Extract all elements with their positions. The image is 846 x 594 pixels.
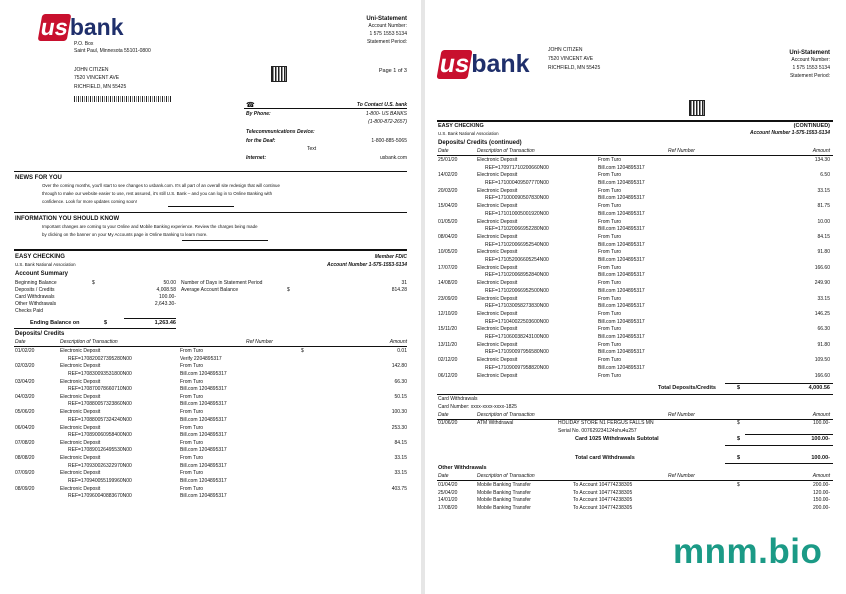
- deposit-row-date: 06/04/20: [15, 424, 35, 431]
- deposit-row-amount: 81.75: [817, 203, 830, 210]
- deposit-row-amount: 33.15: [394, 455, 407, 462]
- customer-street-2: 7520 VINCENT AVE: [548, 56, 594, 62]
- watermark-logo: mnm.bio: [673, 532, 823, 571]
- statement-page-1: [0, 0, 421, 594]
- ending-rule: [14, 328, 176, 329]
- deposit-row-amount: 166.60: [814, 264, 830, 271]
- deposit-row-desc: Electronic Deposit: [60, 470, 101, 477]
- deposit-row-from: From Turo: [180, 424, 204, 431]
- ending-balance-label: Ending Balance on: [30, 320, 80, 326]
- deposit-row-date: 17/07/20: [438, 264, 458, 271]
- deposit-row-bill: Bill.com 1204895317: [180, 386, 227, 393]
- deposit-row-desc: Electronic Deposit: [477, 295, 518, 302]
- deposits-title-2: Deposits/ Credits (continued): [438, 140, 522, 146]
- deposit-row-ref: REF=171060038243100N00: [485, 333, 549, 340]
- deposit-row-desc: Electronic Deposit: [477, 249, 518, 256]
- deposit-row-ref: REF=170971710200660N00: [485, 164, 549, 171]
- deposit-row-ref: REF=170890060958400N00: [68, 432, 132, 438]
- deposit-row-from: From Turo: [598, 280, 622, 287]
- summary-row-value: 4,008.58: [156, 287, 176, 293]
- card-subtotal-value: 100.00-: [811, 436, 830, 442]
- checking-rule: [14, 249, 407, 251]
- qr-code: [271, 66, 287, 82]
- deposit-row-amount: 403.75: [391, 485, 407, 492]
- deposit-row-desc: Electronic Deposit: [477, 157, 518, 163]
- deposit-row-date: 02/03/20: [15, 363, 35, 370]
- deposit-row-desc: Electronic Deposit: [60, 393, 101, 400]
- deposit-row-desc: Electronic Deposit: [477, 203, 518, 210]
- deposit-row-from: From Turo: [598, 234, 622, 240]
- deposit-row-ref: REF=170880057324240N00: [68, 416, 132, 423]
- deposit-row-date: 06/12/20: [438, 372, 458, 379]
- withdrawal-row-amount: 150.00-: [813, 497, 830, 504]
- card-row-desc: ATM Withdrawal: [477, 420, 514, 426]
- card-row-currency: $: [737, 420, 740, 426]
- logo-bank-2: bank: [471, 50, 530, 78]
- deposit-row-from: From Turo: [598, 249, 622, 256]
- deposit-row-ref: REF=170960040883670N00: [68, 493, 132, 500]
- deposit-row-from: From Turo: [180, 363, 204, 370]
- deposit-row-bill: Verify 2204895317: [180, 355, 222, 362]
- deposit-row-desc: Electronic Deposit: [477, 218, 518, 225]
- deposits-title: Deposits/ Credits: [15, 331, 65, 337]
- page-indicator: Page 1 of 3: [378, 68, 407, 74]
- deposit-row-bill: Bill.com 1204895317: [180, 447, 227, 454]
- statement-page-2: [425, 0, 846, 594]
- summary-right-label: Average Account Balance: [181, 287, 239, 293]
- card-withdrawals-title: Card Withdrawals: [438, 396, 478, 402]
- deposit-row-ref: REF=170830093531800N00: [68, 370, 132, 377]
- deposit-row-date: 01/05/20: [438, 218, 458, 225]
- bank-address-2: Saint Paul, Minnesota 55101-0800: [74, 48, 151, 54]
- tdd-label-2: for the Deaf:: [246, 138, 276, 144]
- deposit-row-desc: Electronic Deposit: [477, 264, 518, 271]
- col-amount-header: Amount: [389, 339, 407, 345]
- phone-number-2: (1-800-872-2657): [368, 119, 407, 125]
- other-col-desc: Description of Transaction: [477, 473, 535, 479]
- deposit-row-amount: 134.30: [814, 157, 830, 163]
- info-title: INFORMATION YOU SHOULD KNOW: [15, 216, 120, 222]
- card-col-amount: Amount: [812, 412, 830, 418]
- deposit-row-bill: Bill.com 1204895317: [598, 179, 645, 186]
- deposit-row-ref: REF=171020066952280N00: [485, 226, 549, 233]
- internet-label: Internet:: [246, 155, 266, 161]
- tdd-label-1: Telecommunications Device:: [246, 129, 315, 135]
- deposit-row-desc: Electronic Deposit: [477, 372, 518, 379]
- deposit-row-amount: 66.30: [394, 378, 407, 385]
- deposit-row-bill: Bill.com 1204895317: [598, 210, 645, 217]
- deposit-row-amount: 249.90: [814, 280, 830, 287]
- deposit-row-desc: Electronic Deposit: [477, 280, 518, 287]
- withdrawal-row-date: 25/04/20: [438, 489, 458, 496]
- deposit-row-amount: 33.15: [817, 295, 830, 302]
- card-rule: [437, 394, 833, 395]
- deposit-row-bill: Bill.com 1204895317: [180, 432, 227, 438]
- deposit-row-desc: Electronic Deposit: [477, 341, 518, 348]
- col-desc-header: Description of Transaction: [60, 339, 118, 345]
- deposit-row-from: From Turo: [598, 172, 622, 179]
- summary-right-value: 814.28: [391, 287, 407, 293]
- deposit-row-date: 13/11/20: [438, 341, 458, 348]
- deposit-row-ref: REF=171040022503600N00: [485, 318, 549, 325]
- card-total-label: Total card Withdrawals: [575, 455, 635, 461]
- info-rule: [14, 212, 407, 213]
- deposit-row-desc: Electronic Deposit: [60, 348, 101, 354]
- customer-street: 7520 VINCENT AVE: [74, 75, 120, 81]
- deposit-row-ref: REF=171090097958820N00: [485, 364, 549, 371]
- total-deposits-value: 4,000.56: [808, 385, 830, 391]
- summary-rule: [124, 318, 176, 319]
- withdrawal-row-to: To Account 104774238305: [573, 497, 633, 504]
- checking-account-line-2: Account Number 1-575-1553-5134: [749, 130, 830, 136]
- deposit-row-bill: Bill.com 1204895317: [598, 333, 645, 340]
- deposit-row-bill: Bill.com 1204895317: [598, 195, 645, 202]
- deposit-row-bill: Bill.com 1204895317: [598, 256, 645, 263]
- deposit-row-amount: 253.30: [391, 424, 407, 431]
- card-number: Card Number: xxxx-xxxx-xxxx-1825: [438, 404, 517, 410]
- total-deposits-currency: $: [737, 385, 741, 391]
- account-number-label-2: Account Number:: [791, 57, 830, 63]
- deposit-row-from: From Turo: [180, 348, 204, 354]
- usbank-logo: [40, 14, 124, 41]
- deposit-row-amount: 91.80: [817, 249, 830, 256]
- bank-address-1: P.O. Box: [74, 41, 94, 47]
- summary-row-value: 2,643.30-: [154, 301, 176, 307]
- deposit-row-from: From Turo: [598, 187, 622, 194]
- deposit-row-ref: REF=170870078660710N00: [68, 386, 132, 393]
- deposit-row-ref: REF=171090097956580N00: [485, 349, 549, 356]
- deposit-row-bill: Bill.com 1204895317: [180, 416, 227, 423]
- ending-balance-value: 1,263.46: [154, 320, 176, 326]
- deposit-row-date: 02/12/20: [438, 357, 458, 364]
- deposit-row-ref: REF=171000090507830N00: [485, 195, 549, 202]
- deposit-row-bill: Bill.com 1204895317: [598, 287, 645, 294]
- deposit-row-ref: REF=170890126495530N00: [68, 447, 132, 454]
- card-subtotal-rule: [745, 434, 833, 435]
- deposit-row-date: 15/11/20: [438, 326, 458, 333]
- withdrawal-row-amount: 200.00-: [813, 482, 830, 488]
- deposits-header-rule-2: [437, 155, 833, 156]
- deposit-row-date: 03/04/20: [15, 378, 35, 385]
- deposit-row-from: From Turo: [180, 485, 204, 492]
- customer-city-2: RICHFIELD, MN 55425: [548, 65, 601, 71]
- deposit-row-date: 04/03/20: [15, 393, 35, 400]
- deposit-row-ref: REF=171020066952500N00: [485, 287, 549, 294]
- col-date-header: Date: [15, 339, 26, 345]
- summary-row-label: Deposits / Credits: [15, 287, 55, 293]
- deposit-row-amount: 146.25: [814, 311, 830, 317]
- statement-period-label: Statement Period:: [366, 39, 407, 45]
- deposit-row-desc: Electronic Deposit: [60, 485, 101, 492]
- card-row-amount: 100.00-: [813, 420, 830, 426]
- deposit-row-bill: Bill.com 1204895317: [180, 477, 227, 484]
- deposit-row-from: From Turo: [180, 455, 204, 462]
- deposit-row-desc: Electronic Deposit: [60, 439, 101, 446]
- deposit-row-ref: REF=171000409507770N00: [485, 179, 549, 186]
- deposit-row-bill: Bill.com 1204895317: [180, 370, 227, 377]
- deposit-row-date: 01/02/20: [15, 348, 35, 354]
- deposit-row-from: From Turo: [598, 326, 622, 333]
- deposit-row-bill: Bill.com 1204895317: [598, 272, 645, 279]
- deposit-row-ref: REF=170820027395280N00: [68, 355, 132, 362]
- deposit-row-date: 23/09/20: [438, 295, 458, 302]
- total-deposits-label: Total Deposits/Credits: [658, 385, 716, 391]
- deposit-row-date: 15/04/20: [438, 203, 458, 210]
- deposit-row-desc: Electronic Deposit: [477, 357, 518, 364]
- deposit-row-from: From Turo: [598, 311, 622, 317]
- deposit-row-amount: 6.50: [820, 172, 830, 179]
- news-line-1: Over the coming months, you'll start to see changes to usbank.com. It's all part of an overall site redesign that will continue: [42, 183, 280, 188]
- card-total-value: 100.00-: [811, 455, 830, 461]
- summary-row-currency: $: [92, 280, 95, 286]
- usbank-logo-2: [439, 50, 530, 79]
- card-row-merchant: HOLIDAY STORE N1 FERGUS FALLS MN: [558, 420, 654, 426]
- tdd-phone: 1-800-885-5065: [371, 138, 407, 144]
- col-ref-header-2: Ref Number: [668, 148, 695, 154]
- card-total-rule: [725, 463, 833, 464]
- logo-us-2: us: [437, 50, 472, 78]
- summary-row-value: 50.00: [163, 280, 176, 286]
- withdrawal-row-date: 14/01/20: [438, 497, 458, 504]
- deposit-row-desc: Electronic Deposit: [477, 187, 518, 194]
- deposit-row-desc: Electronic Deposit: [60, 363, 101, 370]
- deposit-row-desc: Electronic Deposit: [60, 455, 101, 462]
- summary-row-label: Beginning Balance: [15, 280, 57, 286]
- deposit-row-date: 08/09/20: [15, 485, 35, 492]
- withdrawal-row-to: To Account 104774238305: [573, 482, 633, 488]
- deposit-row-desc: Electronic Deposit: [477, 234, 518, 240]
- phone-number-1: 1-800- US BANKS: [365, 111, 407, 117]
- deposit-row-ref: REF=170880057323860N00: [68, 401, 132, 408]
- news-line-2: through to make our website easier to use, rest assured, it's still U.S. Bank – and you can log in to Online Banking with: [42, 191, 273, 196]
- deposit-row-amount: 166.60: [814, 372, 830, 379]
- other-col-ref: Ref Number: [668, 473, 695, 479]
- news-title: NEWS FOR YOU: [15, 175, 62, 181]
- phone-icon: ☎: [246, 102, 255, 109]
- deposit-row-date: 14/02/20: [438, 172, 458, 179]
- withdrawal-row-desc: Mobile Banking Transfer: [477, 504, 531, 511]
- card-col-date: Date: [438, 412, 449, 418]
- deposit-row-ref: REF=171010005001920N00: [485, 210, 549, 217]
- deposit-row-from: From Turo: [598, 341, 622, 348]
- deposit-row-date: 07/09/20: [15, 470, 35, 477]
- customer-name-2: JOHN CITIZEN: [548, 47, 583, 53]
- customer-name: JOHN CITIZEN: [74, 67, 109, 73]
- deposit-row-date: 07/08/20: [15, 439, 35, 446]
- other-col-date: Date: [438, 473, 449, 479]
- withdrawal-row-amount: 200.00-: [813, 504, 830, 511]
- other-header-rule: [437, 480, 833, 481]
- summary-right-label: Number of Days in Statement Period: [181, 280, 263, 286]
- customer-city: RICHFIELD, MN 55425: [74, 84, 127, 90]
- card-total-currency: $: [737, 455, 741, 461]
- member-fdic: Member FDIC: [374, 254, 407, 260]
- deposit-row-amount: 142.80: [391, 363, 407, 370]
- deposit-row-amount: 33.15: [394, 470, 407, 477]
- summary-right-value: 31: [401, 280, 407, 286]
- deposit-row-desc: Electronic Deposit: [477, 311, 518, 317]
- summary-row-label: Other Withdrawals: [15, 301, 57, 307]
- deposit-row-from: From Turo: [598, 357, 622, 364]
- deposit-row-bill: Bill.com 1204895317: [598, 349, 645, 356]
- deposit-row-from: From Turo: [598, 218, 622, 225]
- deposit-row-amount: 66.30: [817, 326, 830, 333]
- by-phone-label: By Phone:: [246, 111, 271, 117]
- checking-rule-2: [437, 120, 833, 122]
- deposit-row-amount: 33.15: [817, 187, 830, 194]
- logo-bank: bank: [69, 14, 124, 40]
- deposit-row-ref: REF=171020068952840N00: [485, 272, 549, 279]
- withdrawal-row-currency: $: [737, 482, 740, 488]
- summary-row-label: Card Withdrawals: [15, 294, 55, 300]
- col-ref-header: Ref Number: [246, 339, 273, 345]
- deposit-row-date: 12/10/20: [438, 311, 458, 317]
- deposit-row-desc: Electronic Deposit: [60, 409, 101, 416]
- deposit-row-amount: 84.15: [817, 234, 830, 240]
- other-withdrawals-title: Other Withdrawals: [438, 465, 487, 471]
- deposit-row-from: From Turo: [598, 295, 622, 302]
- withdrawal-row-to: To Account 104774238305: [573, 504, 633, 511]
- deposit-row-amount: 109.50: [814, 357, 830, 364]
- deposit-row-amount: 10.00: [817, 218, 830, 225]
- card-col-desc: Description of Transaction: [477, 412, 535, 418]
- total-deposits-rule: [725, 383, 833, 384]
- deposit-row-date: 08/08/20: [15, 455, 35, 462]
- deposit-row-currency: $: [301, 348, 304, 354]
- deposit-row-from: From Turo: [180, 378, 204, 385]
- news-underline: [168, 206, 234, 207]
- deposit-row-ref: REF=170930026322970N00: [68, 462, 132, 469]
- deposit-row-bill: Bill.com 1204895317: [598, 318, 645, 325]
- deposit-row-amount: 50.15: [394, 393, 407, 400]
- withdrawal-row-date: 17/08/20: [438, 504, 458, 511]
- deposit-row-desc: Electronic Deposit: [477, 326, 518, 333]
- logo-us: us: [38, 14, 71, 40]
- news-rule: [14, 171, 407, 172]
- col-date-header-2: Date: [438, 148, 449, 154]
- deposit-row-bill: Bill.com 1204895317: [180, 493, 227, 500]
- postal-barcode: [74, 96, 172, 102]
- contact-title: To Contact U.S. bank: [356, 102, 407, 108]
- deposit-row-bill: Bill.com 1204895317: [598, 241, 645, 248]
- deposit-row-ref: REF=170940055199960N00: [68, 477, 132, 484]
- summary-row-label: Checks Paid: [15, 308, 44, 314]
- deposit-row-ref: REF=171052006605254N00: [485, 256, 549, 263]
- summary-right-currency: $: [287, 287, 290, 293]
- card-subtotal-currency: $: [737, 436, 741, 442]
- qr-code-2: [689, 100, 705, 116]
- deposit-row-amount: 84.15: [394, 439, 407, 446]
- ending-balance-currency: $: [104, 320, 108, 326]
- statement-period-label-2: Statement Period:: [789, 73, 830, 79]
- deposit-row-ref: REF=171030058273830N00: [485, 303, 549, 310]
- deposit-row-desc: Electronic Deposit: [60, 378, 101, 385]
- deposit-row-desc: Electronic Deposit: [477, 172, 518, 179]
- deposits-header-rule: [14, 346, 407, 347]
- card-subtotal-rule-2: [725, 445, 833, 446]
- deposit-row-date: 08/04/20: [438, 234, 458, 240]
- col-desc-header-2: Description of Transaction: [477, 148, 535, 154]
- deposit-row-bill: Bill.com 1204895317: [180, 401, 227, 408]
- withdrawal-row-amount: 120.00-: [813, 489, 830, 496]
- card-col-ref: Ref Number: [668, 412, 695, 418]
- withdrawal-row-desc: Mobile Banking Transfer: [477, 497, 531, 504]
- info-underline: [182, 240, 268, 241]
- deposit-row-from: From Turo: [180, 409, 204, 416]
- withdrawal-row-to: To Account 104774238305: [573, 489, 633, 496]
- account-number-label: Account Number:: [368, 23, 407, 29]
- deposit-row-amount: 100.30: [391, 409, 407, 416]
- info-line-1: Important changes are coming to your Online and Mobile Banking experience. Review the charges being made: [42, 224, 258, 229]
- deposit-row-date: 20/03/20: [438, 187, 458, 194]
- deposit-row-bill: Bill.com 1204895317: [598, 364, 645, 371]
- deposit-row-date: 10/05/20: [438, 249, 458, 256]
- deposit-row-bill: Bill.com 1204895317: [598, 226, 645, 233]
- deposit-row-bill: Bill.com 1204895317: [598, 164, 645, 171]
- checking-account-line: Account Number 1-575-1553-5134: [326, 262, 407, 268]
- deposit-row-bill: Bill.com 1204895317: [598, 303, 645, 310]
- summary-row-value: 100.00-: [159, 294, 176, 300]
- info-line-2: by clicking on the banner on your My Accounts page in Online Banking to learn more.: [42, 232, 208, 237]
- statement-title: Uni-Statement: [366, 16, 407, 22]
- account-number-2: 1 575 1553 5134: [792, 65, 830, 71]
- deposit-row-from: From Turo: [598, 157, 622, 163]
- deposit-row-from: From Turo: [598, 264, 622, 271]
- deposit-row-from: From Turo: [180, 470, 204, 477]
- checking-title: EASY CHECKING: [15, 254, 65, 260]
- deposit-row-date: 14/08/20: [438, 280, 458, 287]
- deposit-row-desc: Electronic Deposit: [60, 424, 101, 431]
- bank-association: U.S. Bank National Association: [15, 262, 76, 267]
- contact-rule: [244, 108, 407, 109]
- col-amount-header-2: Amount: [812, 148, 830, 154]
- withdrawal-row-date: 01/04/20: [438, 482, 458, 488]
- deposit-row-bill: Bill.com 1204895317: [180, 462, 227, 469]
- deposit-row-from: From Turo: [598, 203, 622, 210]
- continued-label: (CONTINUED): [793, 123, 830, 129]
- card-subtotal-label: Card 1025 Withdrawals Subtotal: [575, 436, 659, 442]
- news-line-3: confidence. Look for more updates coming soon!: [42, 199, 137, 204]
- internet-url: usbank.com: [380, 155, 407, 161]
- deposit-row-amount: 91.80: [817, 341, 830, 348]
- withdrawal-row-desc: Mobile Banking Transfer: [477, 482, 531, 488]
- text-label: Text: [307, 146, 317, 152]
- statement-title-2: Uni-Statement: [789, 50, 830, 56]
- account-number: 1 575 1553 5134: [369, 31, 407, 37]
- card-row-serial: Serial No. 007629234124shu4u257: [558, 428, 637, 434]
- summary-title: Account Summary: [15, 271, 69, 277]
- checking-title-2: EASY CHECKING: [438, 123, 484, 129]
- deposit-row-date: 25/01/20: [438, 157, 458, 163]
- deposit-row-ref: REF=171020066952540N00: [485, 241, 549, 248]
- bank-association-2: U.S. Bank National Association: [438, 131, 499, 136]
- deposit-row-date: 05/06/20: [15, 409, 35, 416]
- withdrawal-row-desc: Mobile Banking Transfer: [477, 489, 531, 496]
- card-row-date: 01/06/20: [438, 420, 458, 426]
- deposit-row-from: From Turo: [180, 393, 204, 400]
- deposit-row-from: From Turo: [180, 439, 204, 446]
- other-col-amount: Amount: [812, 473, 830, 479]
- deposit-row-from: From Turo: [598, 372, 622, 379]
- deposit-row-amount: 0.01: [397, 348, 407, 354]
